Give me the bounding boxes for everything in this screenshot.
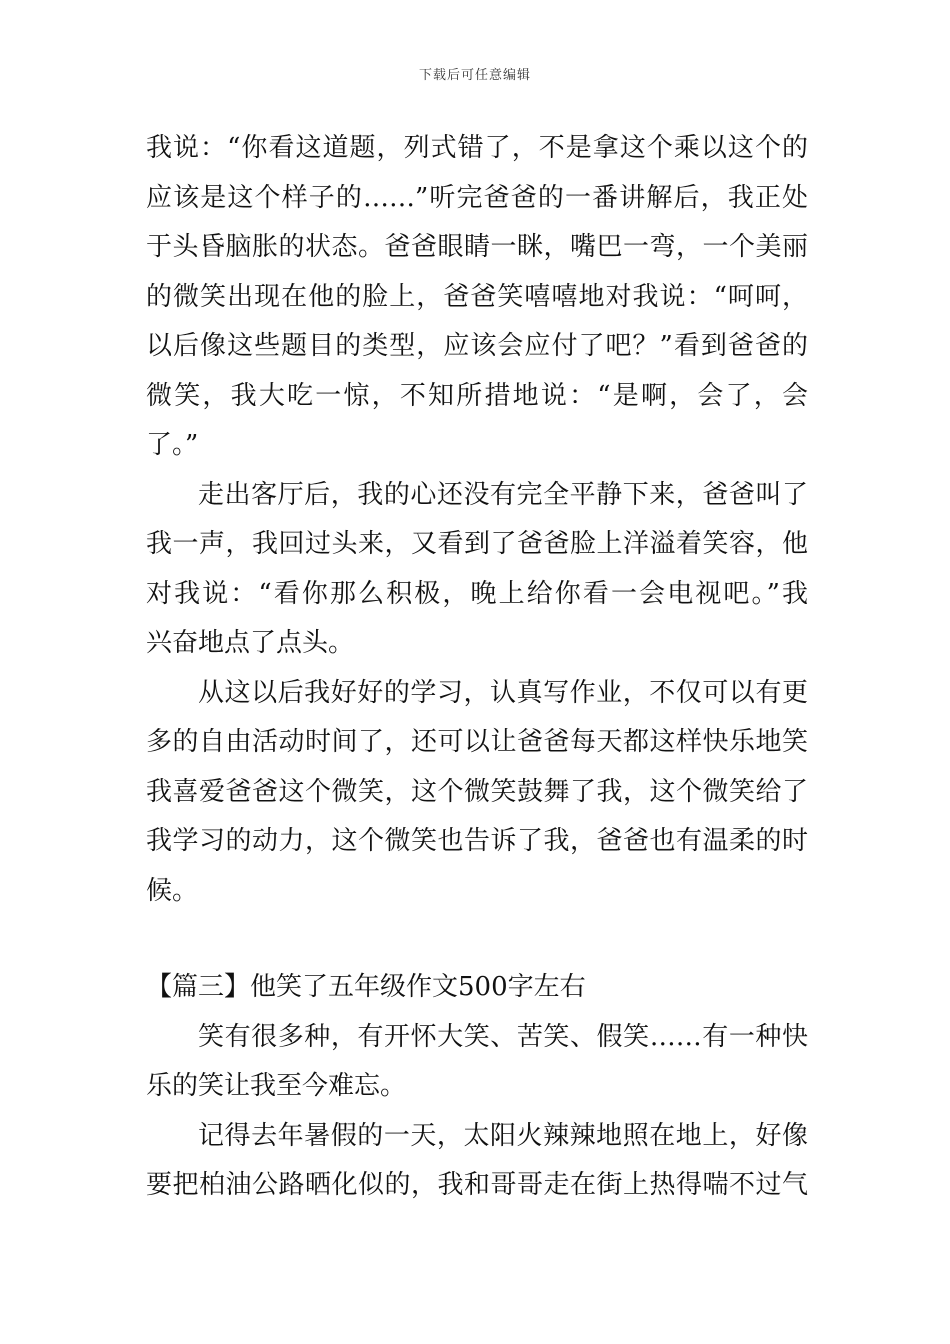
text-line: 我学习的动力，这个微笑也告诉了我，爸爸也有温柔的时 xyxy=(146,826,808,856)
text-line: 多的自由活动时间了，还可以让爸爸每天都这样快乐地笑 xyxy=(146,727,808,757)
document-body xyxy=(146,124,808,1211)
text-line: 我喜爱爸爸这个微笑，这个微笑鼓舞了我，这个微笑给了 xyxy=(146,776,808,807)
paragraph-2 xyxy=(146,471,808,669)
text-line: 微笑，我大吃一惊，不知所措地说：“是啊，会了，会 xyxy=(146,380,808,411)
paragraph-1 xyxy=(146,124,808,471)
text-line: 以后像这些题目的类型，应该会应付了吧？”看到爸爸的 xyxy=(146,331,808,361)
text-line: 我说：“你看这道题，列式错了，不是拿这个乘以这个的 xyxy=(146,133,808,163)
text-line: 记得去年暑假的一天，太阳火辣辣地照在地上，好像 xyxy=(198,1120,808,1151)
text-line: 从这以后我好好的学习，认真写作业，不仅可以有更 xyxy=(198,677,808,708)
text-line: 要把柏油公路晒化似的，我和哥哥走在街上热得喘不过气 xyxy=(146,1170,808,1200)
text-line: 了。” xyxy=(146,430,199,460)
text-line: 乐的笑让我至今难忘。 xyxy=(146,1071,407,1101)
text-line: 的微笑出现在他的脸上，爸爸笑嘻嘻地对我说：“呵呵， xyxy=(146,281,808,312)
text-line: 于头昏脑胀的状态。爸爸眼睛一眯，嘴巴一弯，一个美丽 xyxy=(146,232,808,262)
page-header: 下载后可任意编辑 xyxy=(418,68,531,83)
paragraph-3 xyxy=(146,669,808,917)
text-line: 应该是这个样子的……”听完爸爸的一番讲解后，我正处 xyxy=(146,182,808,213)
text-line: 笑有很多种，有开怀大笑、苦笑、假笑……有一种快 xyxy=(198,1021,808,1052)
text-line: 对我说：“看你那么积极，晚上给你看一会电视吧。”我 xyxy=(146,578,808,609)
paragraph-4 xyxy=(146,1013,808,1112)
section-title xyxy=(146,963,808,1013)
text-line: 兴奋地点了点头。 xyxy=(146,628,355,658)
section-spacer xyxy=(146,916,808,963)
text-line: 走出客厅后，我的心还没有完全平静下来，爸爸叫了 xyxy=(198,479,808,510)
text-line: 候。 xyxy=(146,875,199,906)
paragraph-5 xyxy=(146,1112,808,1211)
text-line: 我一声，我回过头来，又看到了爸爸脸上洋溢着笑容，他 xyxy=(146,529,808,559)
section-title-text: 【篇三】他笑了五年级作文500字左右 xyxy=(146,972,586,1002)
